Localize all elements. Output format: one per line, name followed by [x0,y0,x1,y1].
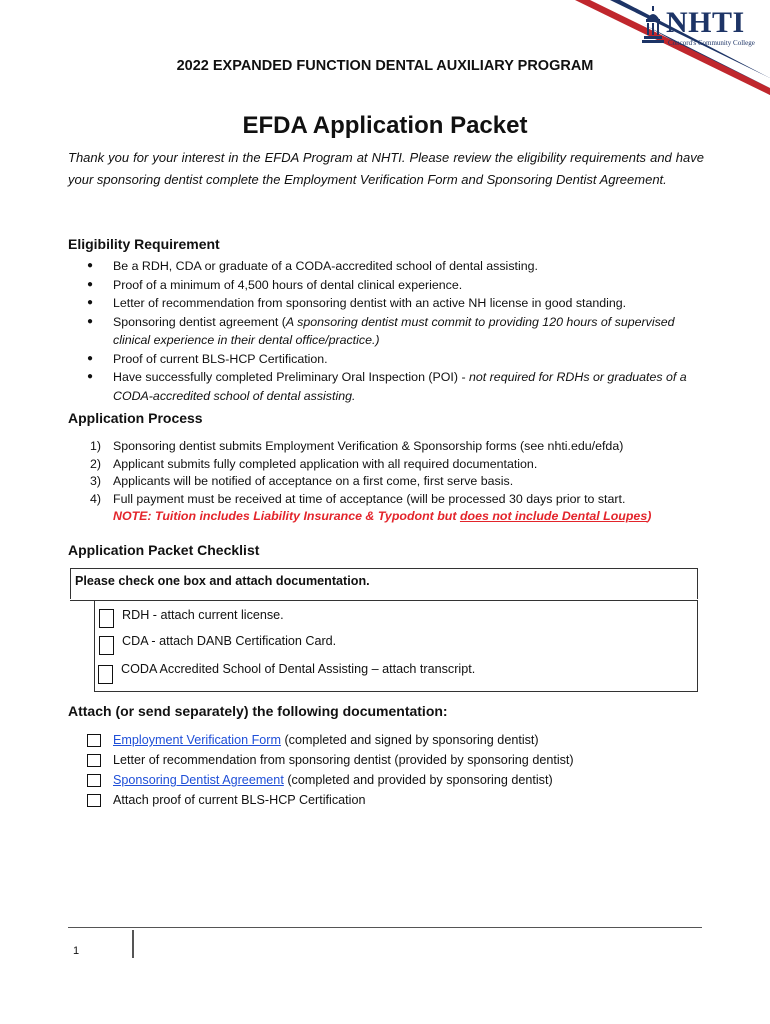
list-item: ● Be a RDH, CDA or graduate of a CODA-accredited school of dental assisting. [68,257,708,276]
eligibility-heading: Eligibility Requirement [68,236,220,252]
checklist-instruction: Please check one box and attach documentation. [75,574,370,588]
list-item: Employment Verification Form (completed and signed by sponsoring dentist) [86,730,574,750]
divider [70,598,94,601]
checklist-instruction-box [70,568,698,599]
program-title: 2022 EXPANDED FUNCTION DENTAL AUXILIARY PROGRAM [176,58,594,74]
cda-checkbox[interactable] [99,636,114,655]
eligibility-list [68,257,708,405]
page-title: EFDA Application Packet [242,112,528,139]
checklist-heading: Application Packet Checklist [68,542,260,558]
list-item: ● Proof of a minimum of 4,500 hours of dental clinical experience. [68,276,708,295]
list-item: 3) Applicants will be notified of acceptance on a first come, first serve basis. [90,474,514,488]
list-item: ● Letter of recommendation from sponsoring dentist with an active NH license in good standing. [68,294,708,313]
logo-wordmark: NHTI [666,6,745,39]
cda-option-label: CDA - attach DANB Certification Card. [122,634,337,648]
rdh-option-label: RDH - attach current license. [122,608,284,622]
list-item: 2) Applicant submits fully completed application with all required documentation. [90,456,538,471]
employment-verification-form-link[interactable]: Employment Verification Form [113,733,281,747]
process-heading: Application Process [68,410,203,426]
building-dome-icon [642,6,664,46]
tuition-note: NOTE: Tuition includes Liability Insurance & Typodont but does not include Dental Loupes) [113,509,652,523]
list-item: ● Proof of current BLS-HCP Certification. [68,350,708,369]
list-item: Sponsoring Dentist Agreement (completed and provided by sponsoring dentist) [86,770,574,790]
sponsoring-agreement-checkbox[interactable] [87,774,101,787]
sponsoring-dentist-agreement-link[interactable]: Sponsoring Dentist Agreement [113,773,284,787]
intro-paragraph: Thank you for your interest in the EFDA Program at NHTI. Please review the eligibility requirements and have your sponsoring dentist complete the Employment Verification Form and Sponsoring Dentist Agreement. [68,150,704,187]
coda-checkbox[interactable] [98,665,113,684]
recommendation-letter-checkbox[interactable] [87,754,101,767]
list-item: ● Have successfully completed Preliminary Oral Inspection (POI) - not required for RDHs or graduates of a CODA-accredited school of dental assisting. [68,368,708,405]
list-item: Letter of recommendation from sponsoring dentist (provided by sponsoring dentist) [86,750,574,770]
attach-heading: Attach (or send separately) the following documentation: [68,703,448,719]
bls-certification-checkbox[interactable] [87,794,101,807]
coda-option-label: CODA Accredited School of Dental Assisting – attach transcript. [121,662,476,676]
list-item: Attach proof of current BLS-HCP Certification [86,790,574,810]
process-list [68,438,708,526]
page-number: 1 [73,945,80,957]
nhti-logo [642,6,762,50]
footer-vertical-bar [132,930,134,958]
rdh-checkbox[interactable] [99,609,114,628]
list-item: 1) Sponsoring dentist submits Employment Verification & Sponsorship forms (see nhti.edu/efda) [90,439,624,453]
employment-form-checkbox[interactable] [87,734,101,747]
list-item: 4) Full payment must be received at time of acceptance (will be processed 30 days prior to start. NOTE: Tuition includes Liability Insurance & Typodont but does not include Dental Loupes) [90,491,652,523]
logo-subtitle: Concord's Community College [668,39,755,47]
list-item: ● Sponsoring dentist agreement (A sponsoring dentist must commit to providing 120 hours of supervised clinical experience in their dental office/practice.) [68,313,708,350]
attach-list [86,730,574,810]
footer-divider [68,927,702,928]
